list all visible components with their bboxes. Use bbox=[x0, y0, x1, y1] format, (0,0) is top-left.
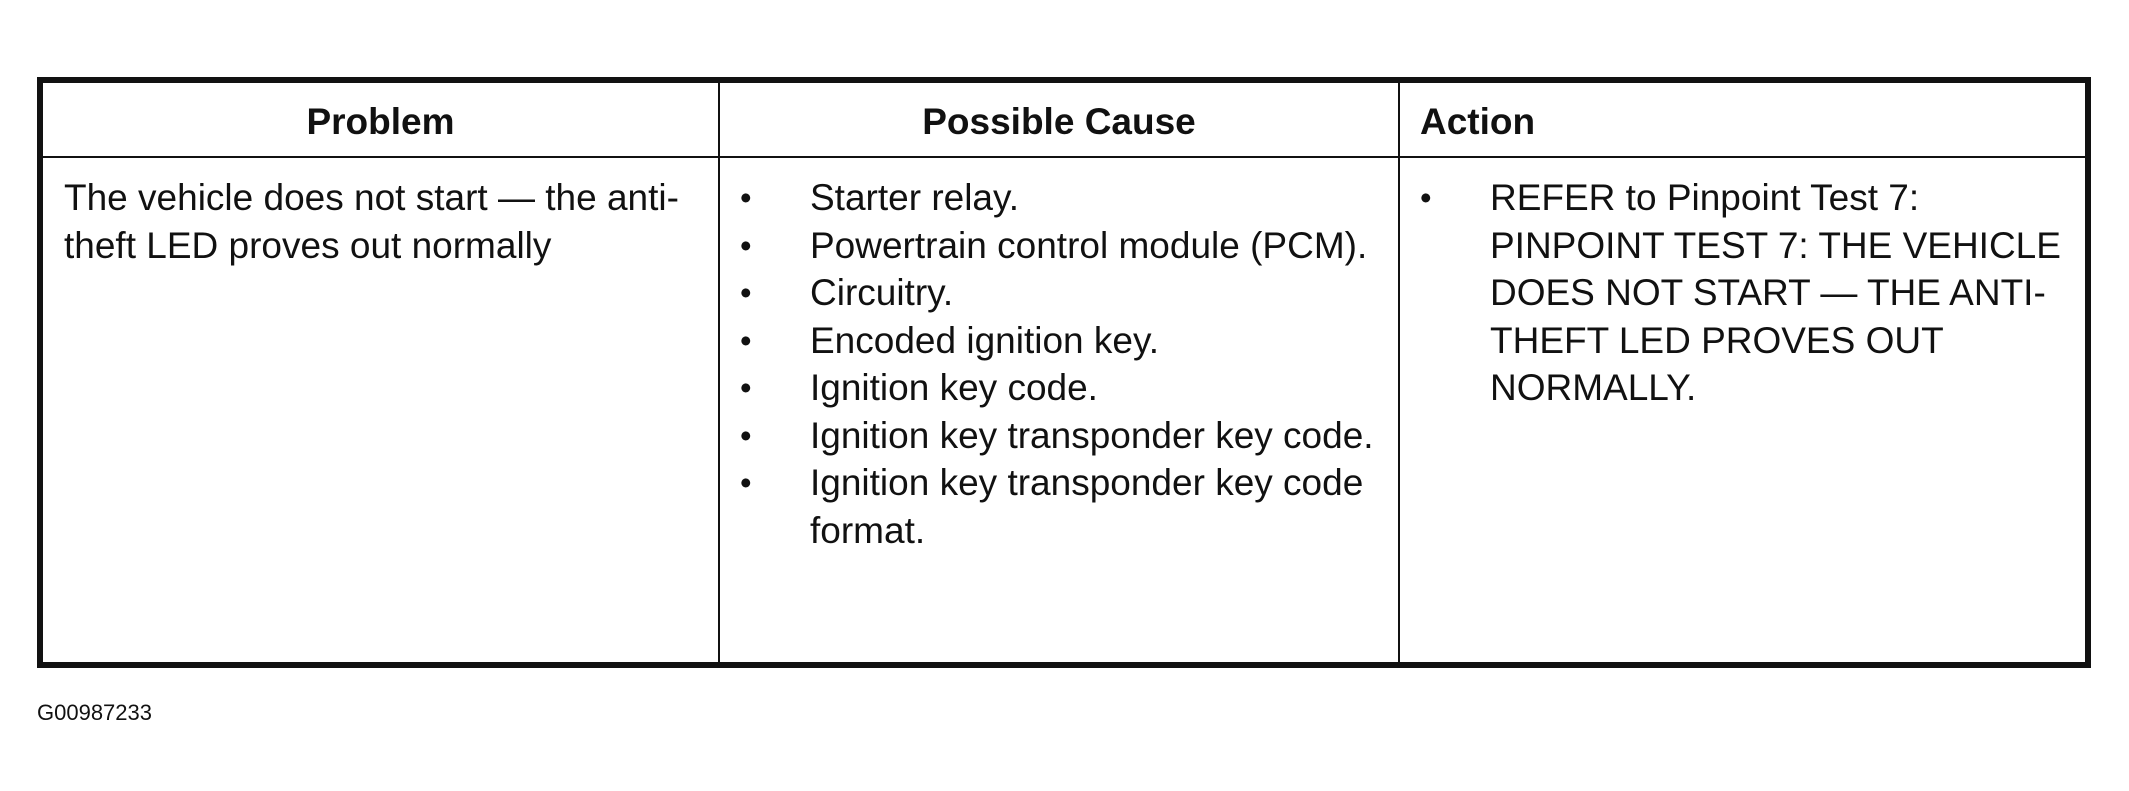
table-row bbox=[42, 157, 2086, 663]
bullet-icon: • bbox=[740, 369, 752, 406]
cause-text: Circuitry. bbox=[810, 272, 954, 313]
bullet-icon: • bbox=[740, 274, 752, 311]
bullet-icon: • bbox=[740, 321, 752, 359]
list-item bbox=[720, 459, 1398, 554]
header-possible-cause: Possible Cause bbox=[719, 82, 1399, 157]
cause-text: Powertrain control module (PCM). bbox=[810, 224, 1368, 266]
bullet-icon: • bbox=[740, 226, 752, 264]
list-item bbox=[720, 269, 1398, 317]
cause-text: Starter relay. bbox=[810, 177, 1020, 218]
list-item bbox=[720, 222, 1398, 270]
cause-text: Encoded ignition key. bbox=[810, 319, 1159, 361]
bullet-icon: • bbox=[740, 179, 752, 216]
figure-code: G00987233 bbox=[37, 700, 152, 725]
list-item bbox=[720, 317, 1398, 365]
bullet-icon: • bbox=[740, 464, 752, 501]
list-item bbox=[720, 174, 1398, 222]
list-item bbox=[1400, 174, 2085, 412]
cause-text: Ignition key code. bbox=[810, 367, 1098, 408]
list-item bbox=[720, 412, 1398, 460]
cause-list bbox=[720, 174, 1398, 554]
diagnostic-table-container bbox=[37, 77, 2091, 668]
cause-text: Ignition key transponder key code format. bbox=[810, 462, 1364, 551]
header-problem: Problem bbox=[42, 82, 719, 157]
cause-text: Ignition key transponder key code. bbox=[810, 414, 1374, 456]
header-action: Action bbox=[1399, 82, 2086, 157]
list-item bbox=[720, 364, 1398, 412]
possible-cause-cell bbox=[719, 157, 1399, 663]
action-list bbox=[1400, 174, 2085, 412]
problem-cell: The vehicle does not start — the anti-theft LED proves out normally bbox=[42, 157, 719, 663]
header-row bbox=[42, 82, 2086, 157]
action-cell bbox=[1399, 157, 2086, 663]
diagnostic-table bbox=[41, 81, 2087, 664]
bullet-icon: • bbox=[1420, 179, 1432, 216]
bullet-icon: • bbox=[740, 416, 752, 454]
action-text: REFER to Pinpoint Test 7: PINPOINT TEST 7: THE VEHICLE DOES NOT START — THE ANTI-THEFT LED PROVES OUT NORMALLY. bbox=[1490, 177, 2061, 408]
